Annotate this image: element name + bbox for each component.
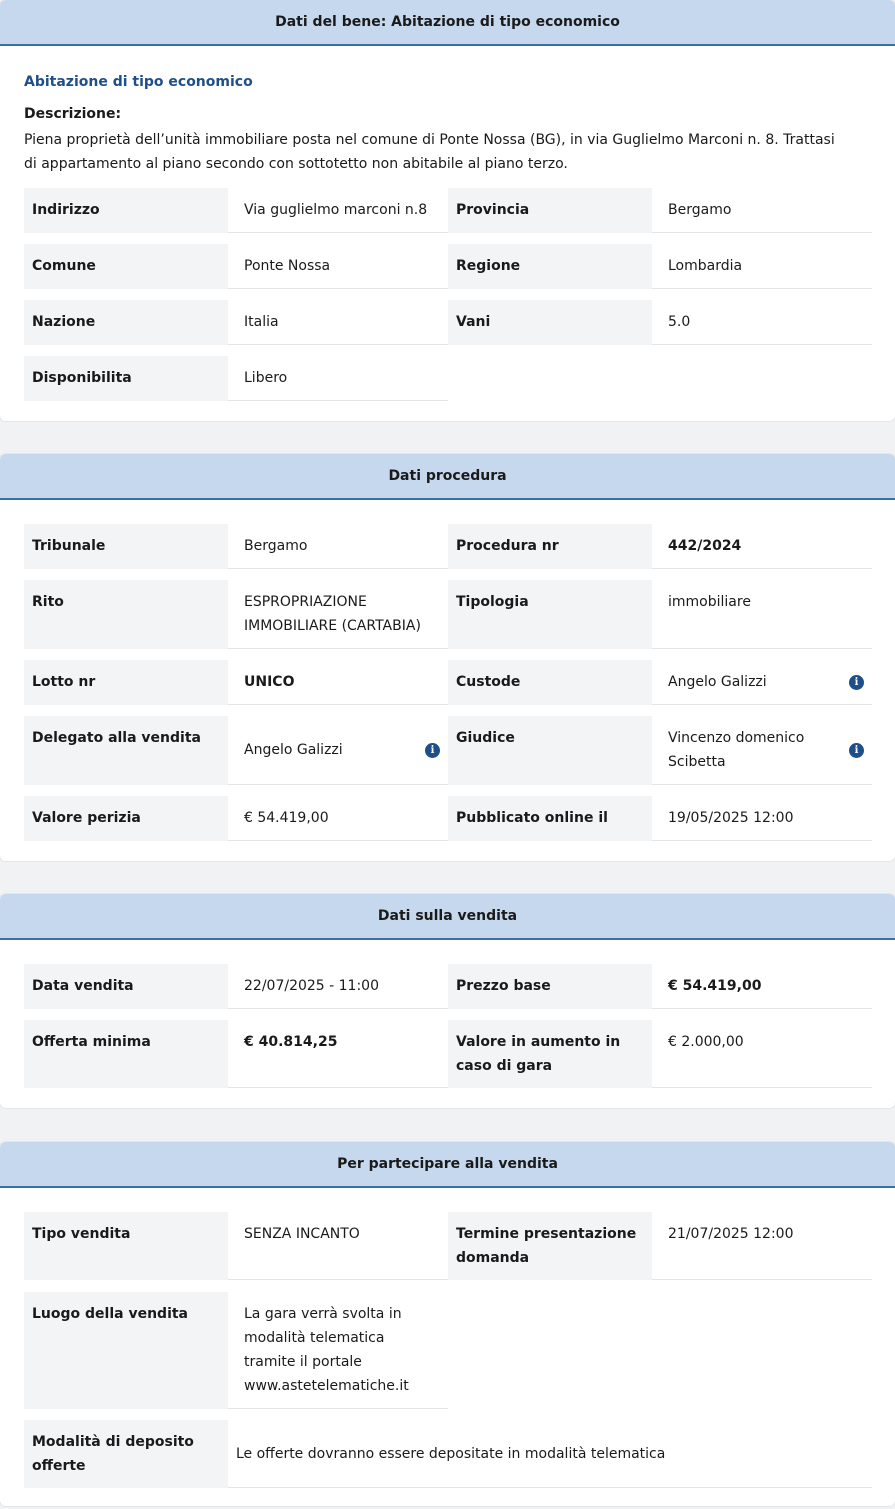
table-row <box>24 716 872 785</box>
giudice-info-icon[interactable]: i <box>849 743 864 758</box>
termine-label: Termine presentazione domanda <box>448 1212 652 1280</box>
rito-value: ESPROPRIAZIONE IMMOBILIARE (CARTABIA) <box>228 580 448 649</box>
prezzo-base-value: € 54.419,00 <box>652 964 872 1009</box>
modalita-value: Le offerte dovranno essere depositate in modalità telematica <box>228 1420 872 1488</box>
disponibilita-value: Libero <box>228 356 448 401</box>
valore-perizia-label: Valore perizia <box>24 796 228 841</box>
delegato-value <box>228 716 448 785</box>
pubblicato-label: Pubblicato online il <box>448 796 652 841</box>
prezzo-base-label: Prezzo base <box>448 964 652 1009</box>
table-row <box>24 580 872 649</box>
custode-info-icon[interactable]: i <box>849 675 864 690</box>
table-row <box>24 964 872 1009</box>
table-row <box>24 524 872 569</box>
table-row <box>24 1292 872 1409</box>
table-row <box>24 1020 872 1088</box>
regione-label: Regione <box>448 244 652 289</box>
indirizzo-label: Indirizzo <box>24 188 228 233</box>
tribunale-label: Tribunale <box>24 524 228 569</box>
table-row <box>24 356 872 401</box>
delegato-info-icon[interactable]: i <box>425 743 440 758</box>
modalita-label: Modalità di deposito offerte <box>24 1420 228 1488</box>
disponibilita-label: Disponibilita <box>24 356 228 401</box>
valore-perizia-value: € 54.419,00 <box>228 796 448 841</box>
procedura-nr-label: Procedura nr <box>448 524 652 569</box>
table-row <box>24 1420 872 1488</box>
luogo-label: Luogo della vendita <box>24 1292 228 1409</box>
table-row <box>24 188 872 233</box>
data-vendita-value: 22/07/2025 - 11:00 <box>228 964 448 1009</box>
giudice-label: Giudice <box>448 716 652 785</box>
nazione-value: Italia <box>228 300 448 345</box>
comune-label: Comune <box>24 244 228 289</box>
offerta-minima-value: € 40.814,25 <box>228 1020 448 1088</box>
table-row <box>24 660 872 705</box>
card-dati-bene <box>0 0 895 421</box>
bene-subtitle: Abitazione di tipo economico <box>24 74 253 90</box>
table-row <box>24 244 872 289</box>
delegato-label: Delegato alla vendita <box>24 716 228 785</box>
delegato-name: Angelo Galizzi <box>244 742 343 758</box>
tribunale-value: Bergamo <box>228 524 448 569</box>
regione-value: Lombardia <box>652 244 872 289</box>
data-vendita-label: Data vendita <box>24 964 228 1009</box>
table-row <box>24 300 872 345</box>
provincia-label: Provincia <box>448 188 652 233</box>
tipologia-label: Tipologia <box>448 580 652 649</box>
custode-label: Custode <box>448 660 652 705</box>
lotto-label: Lotto nr <box>24 660 228 705</box>
tipologia-value: immobiliare <box>652 580 872 649</box>
card-header-dati-bene: Dati del bene: Abitazione di tipo economico <box>0 0 895 46</box>
giudice-value <box>652 716 872 785</box>
tipo-vendita-value: SENZA INCANTO <box>228 1212 448 1280</box>
table-row <box>24 796 872 841</box>
descrizione-label: Descrizione: <box>24 106 122 122</box>
indirizzo-value: Via guglielmo marconi n.8 <box>228 188 448 233</box>
card-header-dati-vendita: Dati sulla vendita <box>0 894 895 940</box>
giudice-name: Vincenzo domenico Scibetta <box>668 730 805 770</box>
nazione-label: Nazione <box>24 300 228 345</box>
rito-label: Rito <box>24 580 228 649</box>
card-dati-vendita <box>0 894 895 1108</box>
descrizione-text: Piena proprietà dell’unità immobiliare posta nel comune di Ponte Nossa (BG), in via Guglielmo Marconi n. 8. Trattasi di appartamento al piano secondo con sottotetto non abitabile al piano terzo. <box>24 132 835 172</box>
card-header-dati-procedura: Dati procedura <box>0 454 895 500</box>
aumento-value: € 2.000,00 <box>652 1020 872 1088</box>
aumento-label: Valore in aumento in caso di gara <box>448 1020 652 1088</box>
provincia-value: Bergamo <box>652 188 872 233</box>
lotto-value: UNICO <box>228 660 448 705</box>
tipo-vendita-label: Tipo vendita <box>24 1212 228 1280</box>
card-dati-procedura <box>0 454 895 861</box>
offerta-minima-label: Offerta minima <box>24 1020 228 1088</box>
procedura-nr-value: 442/2024 <box>652 524 872 569</box>
termine-value: 21/07/2025 12:00 <box>652 1212 872 1280</box>
custode-name: Angelo Galizzi <box>668 674 767 690</box>
custode-value <box>652 660 872 705</box>
card-header-partecipare: Per partecipare alla vendita <box>0 1142 895 1188</box>
vani-label: Vani <box>448 300 652 345</box>
pubblicato-value: 19/05/2025 12:00 <box>652 796 872 841</box>
card-partecipare <box>0 1142 895 1506</box>
comune-value: Ponte Nossa <box>228 244 448 289</box>
luogo-value: La gara verrà svolta in modalità telematica tramite il portale www.astetelematiche.it <box>228 1292 448 1409</box>
table-row <box>24 1212 872 1280</box>
vani-value: 5.0 <box>652 300 872 345</box>
